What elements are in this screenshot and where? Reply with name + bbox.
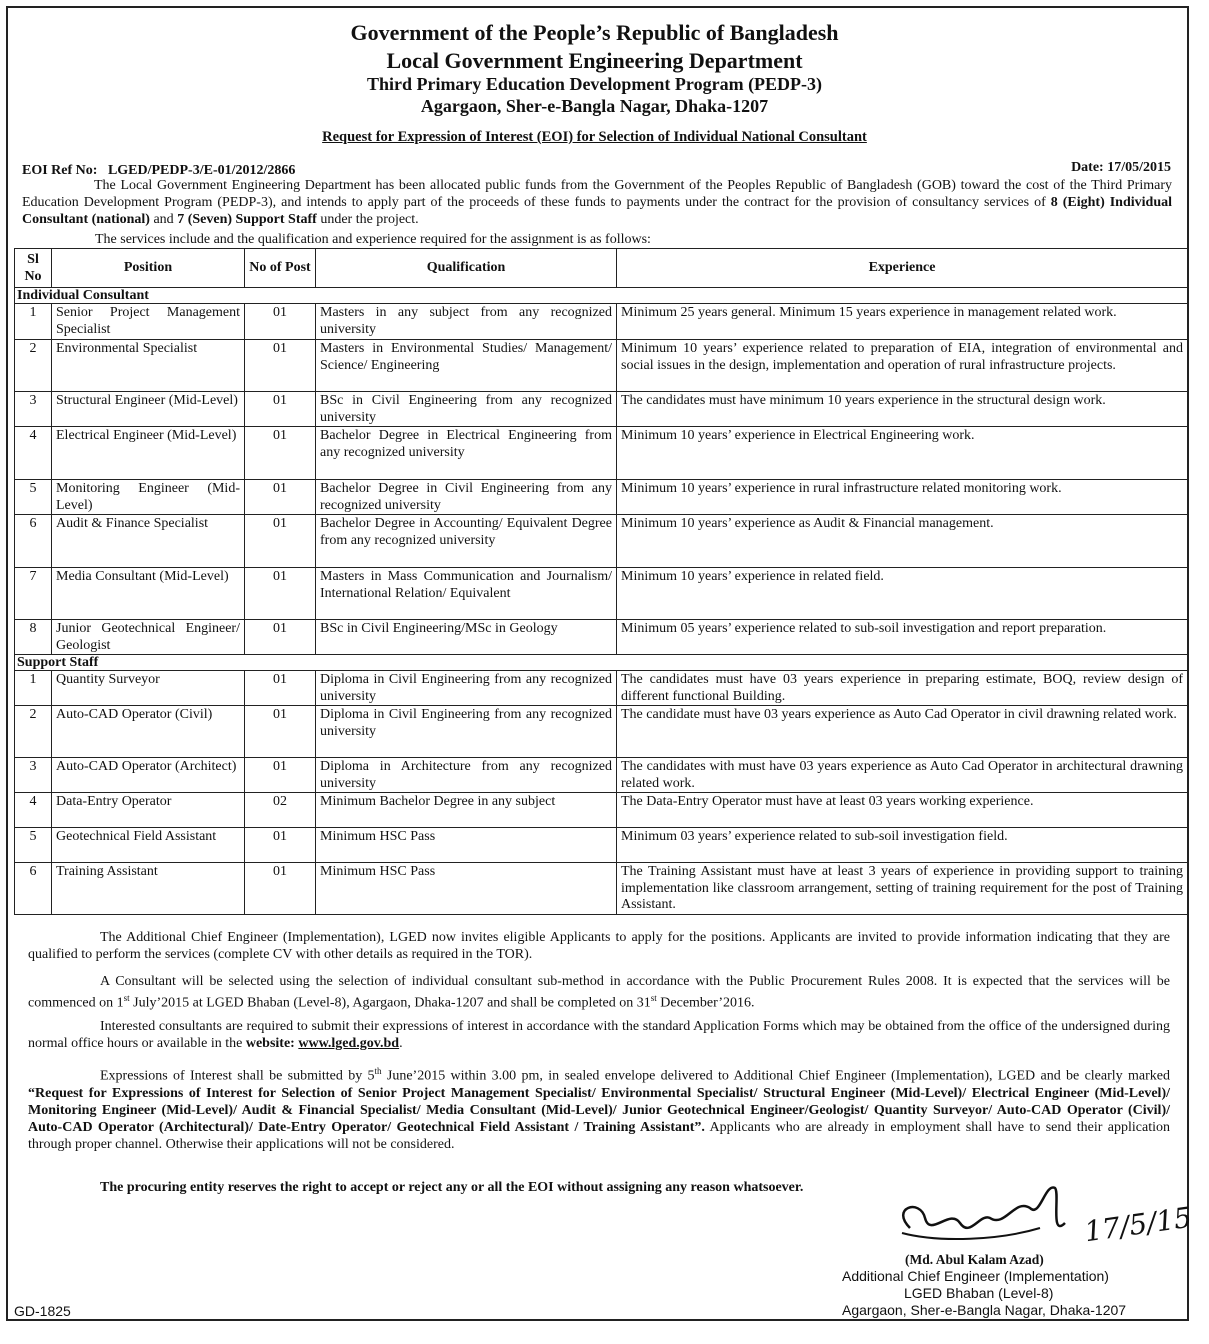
- cell-posts: 01: [245, 427, 316, 480]
- cell-posts: 01: [245, 758, 316, 793]
- cell-position: Quantity Surveyor: [52, 671, 245, 706]
- paragraph-submission: Expressions of Interest shall be submitted by 5th June’2015 within 3.00 pm, in sealed envelope delivered to Additional Chief Engineer (Implementation), LGED and be clearly marked “Request for Expressions of Interest for Selection of Senior Project Management Specialist/ Environmental Specialist/ Structural Engineer (Mid-Level)/ Electrical Engineer (Mid-Level)/ Monitoring Engineer (Mid-Level)/ Audit & Financial Specialist/ Media Consultant (Mid-Level)/ Junior Geotechnical Engineer/Geologist/ Quantity Surveyor/ Auto-CAD Operator (Civil)/ Auto-CAD Operator (Architectural)/ Date-Entry Operator/ Geotechnical Field Assistant / Training Assistant”. Applicants who are already in employment shall have to send their application through proper channel. Otherwise their applications will not be considered.: [28, 1066, 1170, 1152]
- group-support-staff: [15, 655, 1188, 671]
- paragraph-selection: A Consultant will be selected using the selection of individual consultant sub-method in accordance with the Public Procurement Rules 2008. It is expected that the services will be commenced on 1st July’2015 at LGED Bhaban (Level-8), Agargaon, Dhaka-1207 and shall be completed on 31st December’2016.: [28, 974, 1170, 1011]
- group-support-staff-label: Support Staff: [15, 655, 1188, 671]
- notice-date: Date: 17/05/2015: [1071, 160, 1171, 175]
- cell-position: Geotechnical Field Assistant: [52, 828, 245, 863]
- table-row: [15, 863, 1188, 915]
- cell-sl: 4: [15, 793, 52, 828]
- positions-table: [14, 248, 1188, 915]
- table-row: [15, 480, 1188, 515]
- table-row: [15, 392, 1188, 427]
- cell-sl: 7: [15, 568, 52, 620]
- intro-services-line: The services include and the qualification and experience required for the assignment is as follows:: [95, 232, 651, 247]
- cell-experience: Minimum 10 years’ experience as Audit & Financial management.: [617, 515, 1188, 568]
- cell-posts: 01: [245, 706, 316, 758]
- intro-paragraph: The Local Government Engineering Department has been allocated public funds from the Government of the Peoples Republic of Bangladesh (GOB) toward the cost of the Third Primary Education Development Program (PEDP-3), and intends to apply part of the proceeds of these funds to payments under the contract for the provision of consultancy services of 8 (Eight) Individual Consultant (national) and 7 (Seven) Support Staff under the project.: [22, 178, 1172, 227]
- eoi-ref-label: EOI Ref No:: [22, 163, 98, 178]
- cell-posts: 01: [245, 863, 316, 915]
- table-row: [15, 568, 1188, 620]
- cell-position: Environmental Specialist: [52, 340, 245, 392]
- cell-position: Training Assistant: [52, 863, 245, 915]
- table-row: [15, 620, 1188, 655]
- cell-sl: 1: [15, 671, 52, 706]
- cell-position: Auto-CAD Operator (Civil): [52, 706, 245, 758]
- cell-sl: 6: [15, 863, 52, 915]
- cell-position: Structural Engineer (Mid-Level): [52, 392, 245, 427]
- cell-posts: 01: [245, 480, 316, 515]
- cell-qualification: Bachelor Degree in Electrical Engineering from any recognized university: [316, 427, 617, 480]
- cell-posts: 01: [245, 392, 316, 427]
- paragraph-forms: Interested consultants are required to submit their expressions of interest in accordance with the standard Application Forms which may be obtained from the office of the undersigned during normal office hours or available in the website: www.lged.gov.bd.: [28, 1019, 1170, 1051]
- cell-posts: 01: [245, 620, 316, 655]
- cell-qualification: Minimum Bachelor Degree in any subject: [316, 793, 617, 828]
- cell-experience: The candidate must have 03 years experience as Auto Cad Operator in civil drawning related work.: [617, 706, 1188, 758]
- handwritten-signature: [880, 1178, 1194, 1258]
- cell-qualification: Diploma in Civil Engineering from any recognized university: [316, 671, 617, 706]
- cell-qualification: Bachelor Degree in Civil Engineering from any recognized university: [316, 480, 617, 515]
- signatory-address: Agargaon, Sher-e-Bangla Nagar, Dhaka-1207: [842, 1302, 1127, 1318]
- cell-qualification: BSc in Civil Engineering/MSc in Geology: [316, 620, 617, 655]
- cell-position: Data-Entry Operator: [52, 793, 245, 828]
- cell-sl: 2: [15, 706, 52, 758]
- cell-sl: 3: [15, 392, 52, 427]
- cell-experience: The candidates must have minimum 10 years experience in the structural design work.: [617, 392, 1188, 427]
- col-header-qualification: Qualification: [316, 249, 617, 288]
- cell-sl: 2: [15, 340, 52, 392]
- cell-sl: 5: [15, 828, 52, 863]
- paragraph-invitation: The Additional Chief Engineer (Implementation), LGED now invites eligible Applicants to apply for the positions. Applicants are invited to provide information indicating that they are qualified to perform the services (complete CV with other details as required in the TOR).: [28, 930, 1170, 962]
- cell-experience: Minimum 25 years general. Minimum 15 years experience in management related work.: [617, 304, 1188, 340]
- cell-position: Junior Geotechnical Engineer/ Geologist: [52, 620, 245, 655]
- cell-qualification: BSc in Civil Engineering from any recognized university: [316, 392, 617, 427]
- col-header-posts: No of Post: [245, 249, 316, 288]
- col-header-experience: Experience: [617, 249, 1188, 288]
- table-row: [15, 793, 1188, 828]
- cell-experience: Minimum 03 years’ experience related to sub-soil investigation field.: [617, 828, 1188, 863]
- table-row: [15, 758, 1188, 793]
- signatory-title: Additional Chief Engineer (Implementation): [842, 1268, 1109, 1284]
- cell-experience: The Data-Entry Operator must have at least 03 years working experience.: [617, 793, 1188, 828]
- cell-position: Audit & Finance Specialist: [52, 515, 245, 568]
- table-row: [15, 515, 1188, 568]
- cell-position: Senior Project Management Specialist: [52, 304, 245, 340]
- signature-date: 17/5/15: [1082, 1200, 1194, 1249]
- cell-qualification: Masters in Mass Communication and Journalism/ International Relation/ Equivalent: [316, 568, 617, 620]
- cell-posts: 02: [245, 793, 316, 828]
- cell-position: Media Consultant (Mid-Level): [52, 568, 245, 620]
- cell-experience: The candidates with must have 03 years experience as Auto Cad Operator in architectural drawning related work.: [617, 758, 1188, 793]
- col-header-sl: Sl No: [15, 249, 52, 288]
- group-individual-consultant-label: Individual Consultant: [15, 288, 1188, 304]
- header-address: Agargaon, Sher-e-Bangla Nagar, Dhaka-1207: [420, 96, 769, 116]
- cell-experience: The candidates must have 03 years experience in preparing estimate, BOQ, review design of different functional Building.: [617, 671, 1188, 706]
- header-program: Third Primary Education Development Program (PEDP-3): [366, 74, 823, 94]
- cell-experience: Minimum 10 years’ experience in rural infrastructure related monitoring work.: [617, 480, 1188, 515]
- header-government: Government of the People’s Republic of Bangladesh: [350, 20, 839, 45]
- cell-qualification: Diploma in Civil Engineering from any recognized university: [316, 706, 617, 758]
- cell-experience: Minimum 05 years’ experience related to sub-soil investigation and report preparation.: [617, 620, 1188, 655]
- table-row: [15, 671, 1188, 706]
- cell-qualification: Minimum HSC Pass: [316, 863, 617, 915]
- col-header-position: Position: [52, 249, 245, 288]
- cell-qualification: Masters in any subject from any recognized university: [316, 304, 617, 340]
- cell-posts: 01: [245, 515, 316, 568]
- cell-position: Auto-CAD Operator (Architect): [52, 758, 245, 793]
- table-row: [15, 427, 1188, 480]
- website-link[interactable]: www.lged.gov.bd: [298, 1036, 400, 1051]
- cell-posts: 01: [245, 340, 316, 392]
- cell-sl: 1: [15, 304, 52, 340]
- cell-experience: The Training Assistant must have at least 3 years of experience in providing support to training implementation like classroom arrangement, setting of training requirement for the post of Training Assistant.: [617, 863, 1188, 915]
- signatory-office: LGED Bhaban (Level-8): [904, 1285, 1054, 1301]
- group-individual-consultant: [15, 288, 1188, 304]
- cell-posts: 01: [245, 671, 316, 706]
- cell-position: Monitoring Engineer (Mid-Level): [52, 480, 245, 515]
- cell-sl: 6: [15, 515, 52, 568]
- cell-sl: 3: [15, 758, 52, 793]
- cell-experience: Minimum 10 years’ experience in Electrical Engineering work.: [617, 427, 1188, 480]
- cell-posts: 01: [245, 568, 316, 620]
- cell-posts: 01: [245, 304, 316, 340]
- cell-posts: 01: [245, 828, 316, 863]
- cell-position: Electrical Engineer (Mid-Level): [52, 427, 245, 480]
- cell-experience: Minimum 10 years’ experience in related field.: [617, 568, 1188, 620]
- cell-qualification: Masters in Environmental Studies/ Management/ Science/ Engineering: [316, 340, 617, 392]
- header-department: Local Government Engineering Department: [386, 48, 803, 73]
- table-row: [15, 340, 1188, 392]
- cell-experience: Minimum 10 years’ experience related to preparation of EIA, integration of environmental and social issues in the design, implementation and operation of rural infrastructure projects.: [617, 340, 1188, 392]
- cell-sl: 8: [15, 620, 52, 655]
- notice-subject: Request for Expression of Interest (EOI) for Selection of Individual National Consultant: [322, 129, 867, 145]
- paragraph-reservation: The procuring entity reserves the right to accept or reject any or all the EOI without assigning any reason whatsoever.: [100, 1180, 804, 1195]
- cell-qualification: Bachelor Degree in Accounting/ Equivalent Degree from any recognized university: [316, 515, 617, 568]
- table-row: [15, 828, 1188, 863]
- table-row: [15, 304, 1188, 340]
- cell-sl: 4: [15, 427, 52, 480]
- eoi-ref-value: LGED/PEDP-3/E-01/2012/2866: [107, 163, 296, 178]
- footer-code: GD-1825: [14, 1303, 71, 1319]
- cell-sl: 5: [15, 480, 52, 515]
- signatory-name: (Md. Abul Kalam Azad): [905, 1252, 1044, 1267]
- cell-qualification: Minimum HSC Pass: [316, 828, 617, 863]
- table-row: [15, 706, 1188, 758]
- cell-qualification: Diploma in Architecture from any recognized university: [316, 758, 617, 793]
